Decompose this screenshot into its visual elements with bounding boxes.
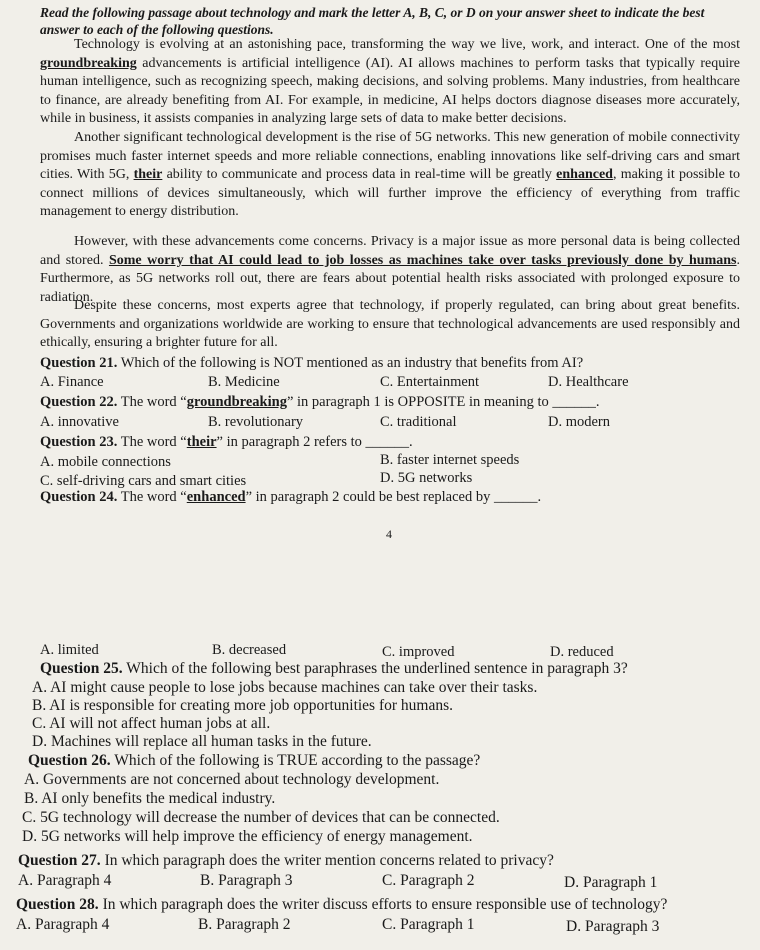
q27-option-b[interactable]: B. Paragraph 3 — [200, 872, 293, 889]
instructions: Read the following passage about technology and mark the letter A, B, C, or D on your answer sheet to indicate the best answer to each of the following questions. — [40, 5, 705, 37]
p2-underlined-word-their: their — [133, 167, 163, 182]
q27-option-c[interactable]: C. Paragraph 2 — [382, 872, 475, 889]
paragraph-1 — [40, 36, 740, 129]
q25-option-d[interactable]: D. Machines will replace all human tasks in the future. — [32, 733, 372, 750]
q24-option-b[interactable]: B. decreased — [212, 642, 287, 658]
q21-label: Question 21. — [40, 355, 118, 371]
p1-text-end: advancements is artificial intelligence (AI). AI allows machines to perform tasks that typically require human intelligence, such as recognizing speech, making decisions, and solving problems. Many industries, from healthcare to finance, are already benefiting from AI. For example, in medicine, AI helps doctors diagnose diseases more accurately, while in business, it assists companies in analyzing large sets of data to make better decisions. — [40, 55, 740, 126]
q28-option-a[interactable]: A. Paragraph 4 — [16, 916, 110, 933]
p2-text-mid: ability to communicate and process data in real-time will be greatly — [162, 167, 557, 182]
q22-label: Question 22. — [40, 394, 118, 410]
q24-text-pre: The word “ — [117, 489, 187, 505]
q22-option-c[interactable]: C. traditional — [380, 414, 457, 430]
p3-text-end: . Furthermore, as 5G networks roll out, there are fears about potential health risks associated with prolonged exposure to radiation. — [40, 252, 740, 305]
q26-label: Question 26. — [28, 752, 111, 769]
q25-option-a[interactable]: A. AI might cause people to lose jobs because machines can take over their tasks. — [32, 679, 538, 696]
q27-text: In which paragraph does the writer mention concerns related to privacy? — [100, 852, 554, 869]
q22-option-a[interactable]: A. innovative — [40, 414, 119, 430]
q23-option-b[interactable]: B. faster internet speeds — [380, 452, 520, 468]
q28-option-d[interactable]: D. Paragraph 3 — [566, 918, 660, 935]
q21-text: Which of the following is NOT mentioned as an industry that benefits from AI? — [117, 355, 584, 371]
q28-option-b[interactable]: B. Paragraph 2 — [198, 916, 291, 933]
q23-option-d[interactable]: D. 5G networks — [380, 470, 473, 486]
q27-option-a[interactable]: A. Paragraph 4 — [18, 872, 112, 889]
paragraph-4: Despite these concerns, most experts agree that technology, if properly regulated, can bring about great benefits. Governments and organizations worldwide are working to ensure that technological advancements are used responsibly and ethically, ensuring a brighter future for all. — [40, 298, 740, 350]
q21-option-d[interactable]: D. Healthcare — [548, 374, 629, 390]
paragraph-2 — [40, 129, 740, 222]
question-22 — [40, 393, 740, 411]
q26-option-c[interactable]: C. 5G technology will decrease the number of devices that can be connected. — [22, 809, 500, 826]
q27-label: Question 27. — [18, 852, 101, 869]
p2-text-start: Another significant technological development is the rise of 5G networks. This new generation of mobile connectivity promises much faster internet speeds and more reliable connections, enabling innovations like self-driving cars and smart cities. With 5G, — [40, 130, 740, 182]
q25-label: Question 25. — [40, 660, 123, 677]
question-23 — [40, 433, 740, 451]
q28-option-c[interactable]: C. Paragraph 1 — [382, 916, 475, 933]
q28-label: Question 28. — [16, 896, 99, 913]
q25-option-b[interactable]: B. AI is responsible for creating more job opportunities for humans. — [32, 697, 454, 714]
q23-option-c[interactable]: C. self-driving cars and smart cities — [40, 473, 247, 489]
q26-text: Which of the following is TRUE according to the passage? — [110, 752, 481, 769]
q22-option-d[interactable]: D. modern — [548, 414, 611, 430]
q22-text-post: ” in paragraph 1 is OPPOSITE in meaning to ______. — [286, 394, 600, 410]
q23-label: Question 23. — [40, 434, 118, 450]
q23-word: their — [186, 434, 217, 450]
q26-option-d[interactable]: D. 5G networks will help improve the efficiency of energy management. — [22, 828, 473, 845]
page-number: 4 — [386, 527, 392, 541]
q27-option-d[interactable]: D. Paragraph 1 — [564, 874, 658, 891]
q24-option-c[interactable]: C. improved — [382, 644, 455, 660]
question-25 — [40, 660, 740, 678]
q24-word: enhanced — [186, 489, 246, 505]
q22-word: groundbreaking — [186, 394, 287, 410]
q21-option-c[interactable]: C. Entertainment — [380, 374, 480, 390]
q24-option-a[interactable]: A. limited — [40, 642, 99, 658]
q22-option-b[interactable]: B. revolutionary — [208, 414, 304, 430]
q26-option-a[interactable]: A. Governments are not concerned about technology development. — [24, 771, 440, 788]
paragraph-3 — [40, 233, 740, 307]
question-21 — [40, 354, 740, 372]
p2-text-end: , making it possible to connect millions of devices simultaneously, which will further improve the efficiency of everything from traffic management to energy distribution. — [40, 167, 740, 219]
question-28 — [16, 896, 756, 914]
q23-option-a[interactable]: A. mobile connections — [40, 454, 171, 470]
q26-option-b[interactable]: B. AI only benefits the medical industry. — [24, 790, 276, 807]
p3-underlined-sentence: Some worry that AI could lead to job losses as machines take over tasks previously done by humans — [108, 252, 737, 268]
q28-text: In which paragraph does the writer discuss efforts to ensure responsible use of technology? — [98, 896, 668, 913]
p3-text-start: However, with these advancements come concerns. Privacy is a major issue as more personal data is being collected and stored. — [40, 234, 740, 268]
p1-text-start: Technology is evolving at an astonishing pace, transforming the way we live, work, and interact. One of the most — [74, 37, 740, 52]
q23-text-pre: The word “ — [117, 434, 187, 450]
q24-text-post: ” in paragraph 2 could be best replaced by ______. — [245, 489, 542, 505]
q21-option-b[interactable]: B. Medicine — [208, 374, 280, 390]
q24-label: Question 24. — [40, 489, 118, 505]
p2-underlined-word-enhanced: enhanced — [556, 167, 613, 182]
question-24 — [40, 488, 740, 506]
q21-option-a[interactable]: A. Finance — [40, 374, 104, 390]
question-27 — [18, 852, 718, 870]
q25-option-c[interactable]: C. AI will not affect human jobs at all. — [32, 715, 271, 732]
q24-option-d[interactable]: D. reduced — [550, 644, 614, 660]
q22-text-pre: The word “ — [117, 394, 187, 410]
q25-text: Which of the following best paraphrases the underlined sentence in paragraph 3? — [122, 660, 628, 677]
question-26 — [28, 752, 728, 770]
p1-underlined-word: groundbreaking — [40, 55, 137, 71]
q23-text-post: ” in paragraph 2 refers to ______. — [216, 434, 413, 450]
